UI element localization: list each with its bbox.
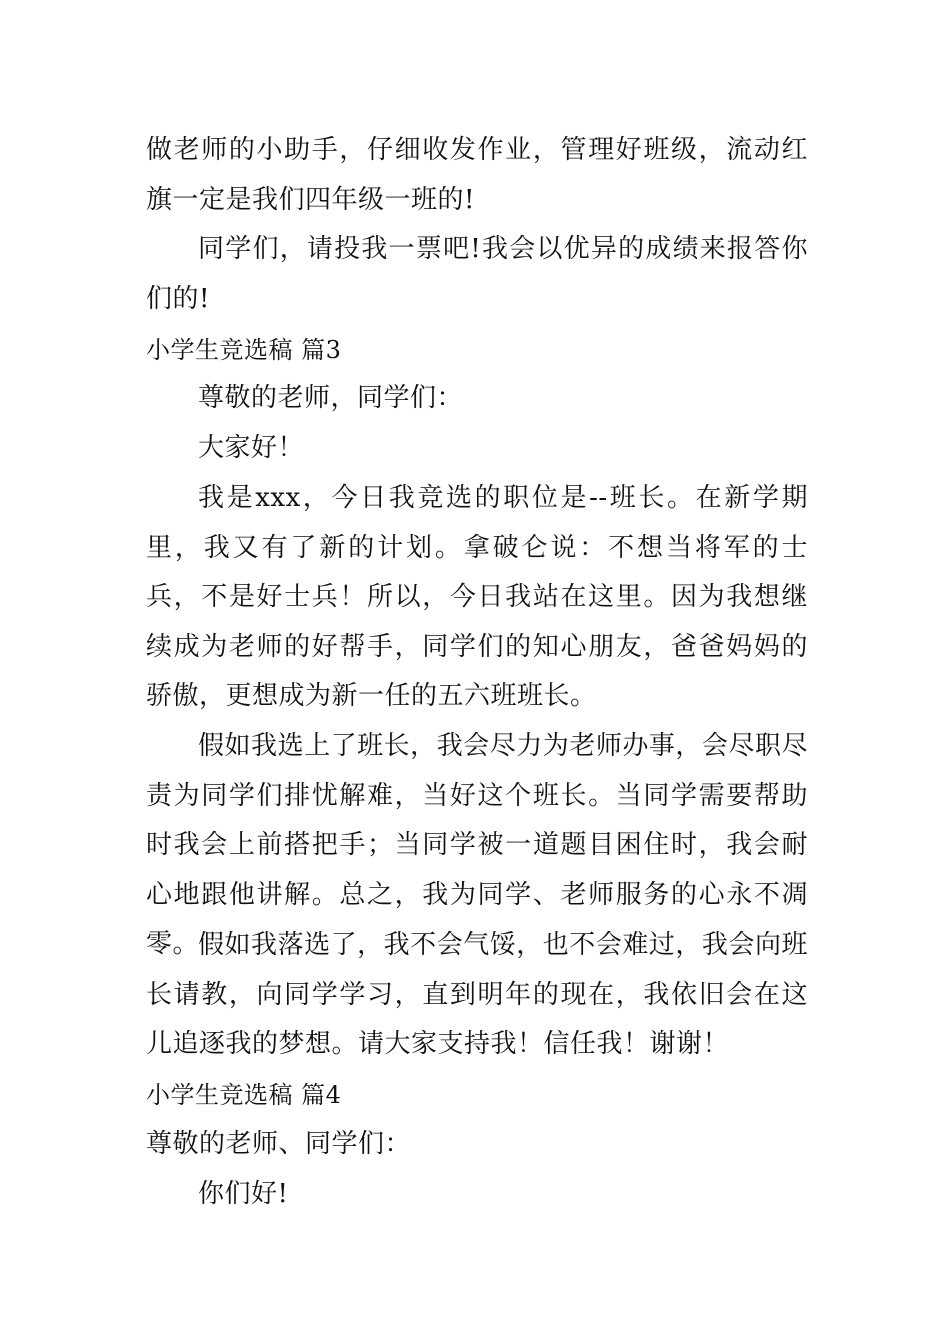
paragraph-intro-continued: 做老师的小助手，仔细收发作业，管理好班级，流动红旗一定是我们四年级一班的! bbox=[146, 135, 808, 215]
paragraph-hello-you: 你们好! bbox=[198, 1179, 289, 1209]
paragraph-vote-request: 同学们，请投我一票吧!我会以优异的成绩来报答你们的! bbox=[146, 234, 808, 314]
section-heading-4: 小学生竞选稿 篇4 bbox=[146, 1081, 342, 1109]
paragraph-greeting-teachers-2: 尊敬的老师、同学们： bbox=[146, 1129, 412, 1159]
paragraph-greeting-teachers: 尊敬的老师，同学们： bbox=[198, 383, 464, 413]
paragraph-if-not-elected: 假如我落选了，我不会气馁，也不会难过，我会向班长请教，向同学学习，直到明年的现在，我依旧会在这儿追逐我的梦想。请大家支持我！信任我！谢谢！ bbox=[146, 930, 808, 1059]
section-heading-3: 小学生竞选稿 篇3 bbox=[146, 336, 342, 364]
paragraph-if-elected: 假如我选上了班长，我会尽力为老师办事，会尽职尽责为同学们排忧解难，当好这个班长。当同学需要帮助时我会上前搭把手；当同学被一道题目困住时，我会耐心地跟他讲解。总之，我为同学、老师服务的心永不凋零。 bbox=[146, 731, 808, 959]
paragraph-hello-everyone: 大家好！ bbox=[198, 433, 305, 463]
paragraph-self-intro: 我是xxx，今日我竞选的职位是--班长。在新学期里，我又有了新的计划。拿破仑说：不想当将军的士兵，不是好士兵！所以，今日我站在这里。因为我想继续成为老师的好帮手，同学们的知心朋友，爸爸妈妈的骄傲，更想成为新一任的五六班班长。 bbox=[146, 483, 808, 711]
